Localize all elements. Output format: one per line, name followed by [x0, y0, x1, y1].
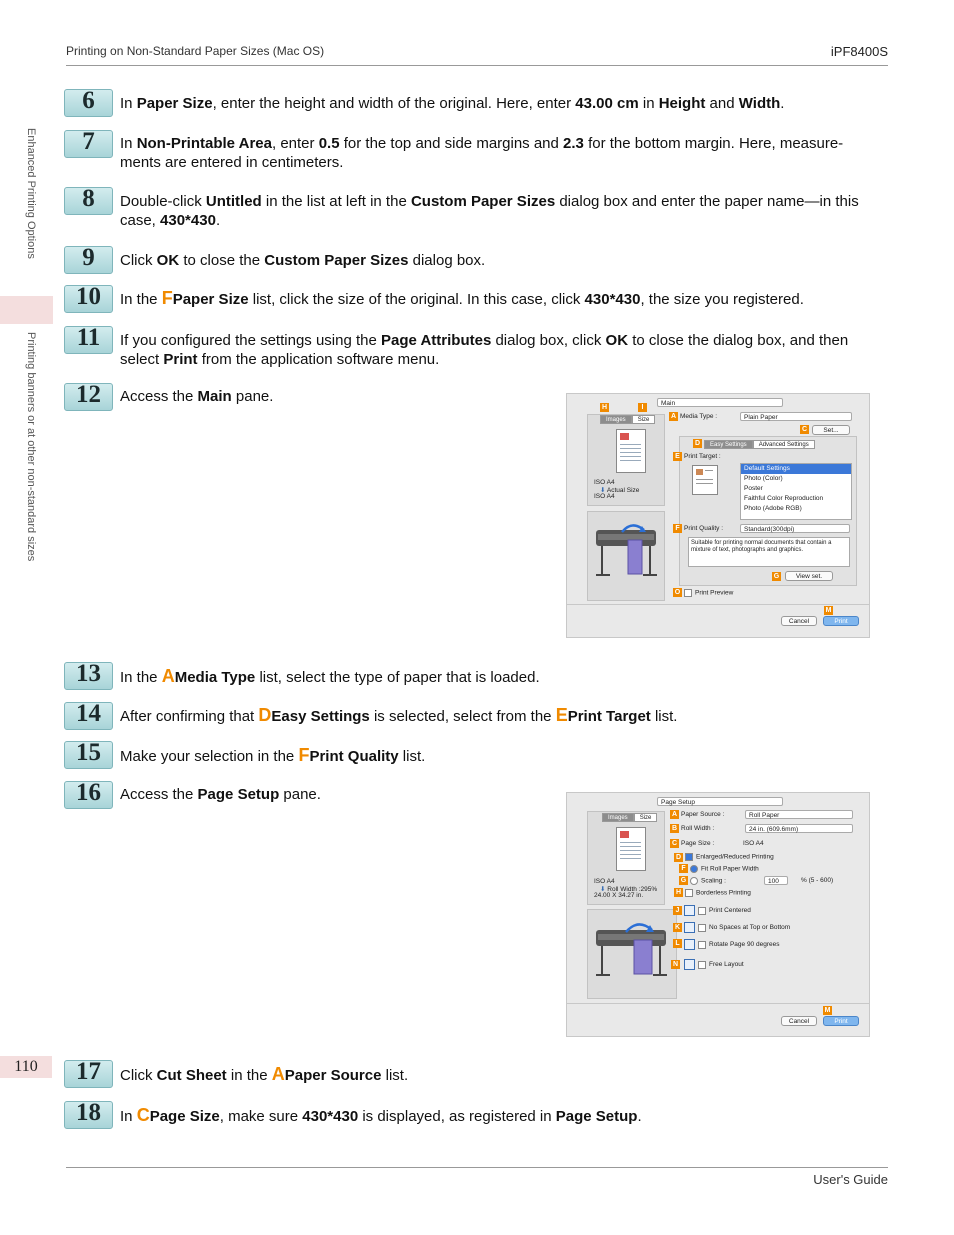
- step-12-text: Access the Main pane.: [120, 388, 274, 405]
- printer-icon: [588, 910, 676, 998]
- marker-b: B: [671, 825, 678, 832]
- page-size-value: ISO A4: [743, 840, 764, 847]
- marker-c: C: [801, 426, 808, 433]
- print-button[interactable]: Print: [823, 616, 859, 626]
- print-quality-select[interactable]: Standard(300dpi): [740, 524, 850, 533]
- marker-d: D: [694, 440, 701, 447]
- no-spaces-checkbox[interactable]: No Spaces at Top or Bottom: [684, 922, 790, 933]
- step-15-text: Make your selection in the FPrint Quality list.: [120, 745, 426, 765]
- scaling-radio[interactable]: Scaling :: [690, 877, 726, 885]
- tab-images[interactable]: Images: [600, 415, 632, 424]
- tab-advanced-settings[interactable]: Advanced Settings: [753, 440, 815, 449]
- marker-g: G: [680, 877, 687, 884]
- thumb-info-scale: ⬇ Actual Size: [600, 487, 640, 494]
- print-target-item[interactable]: Default Settings: [741, 464, 851, 474]
- marker-f: F: [673, 524, 682, 533]
- free-layout-icon: [684, 959, 695, 970]
- marker-l: L: [673, 939, 682, 948]
- marker-h: H: [675, 889, 682, 896]
- scaling-input[interactable]: 100: [764, 876, 788, 885]
- ref-letter-d: D: [258, 705, 272, 725]
- cancel-button[interactable]: Cancel: [781, 616, 817, 626]
- step-6-text: In Paper Size, enter the height and width of the original. Here, enter 43.00 cm in Height and Width.: [120, 95, 785, 112]
- step-badge: 6: [64, 89, 113, 117]
- step-badge: 11: [64, 326, 113, 354]
- button-bar-divider: [567, 604, 869, 605]
- mode-tabs[interactable]: [704, 440, 815, 449]
- step-11-text: If you configured the settings using the Page Attributes dialog box, click OK to close the dialog box, and then select Print from the application software menu.: [120, 332, 849, 368]
- step-14-text: After confirming that DEasy Settings is selected, select from the EPrint Target list.: [120, 705, 678, 725]
- header-title: Printing on Non-Standard Paper Sizes (Mac OS): [66, 44, 325, 58]
- step-badge: 18: [64, 1101, 113, 1129]
- marker-k: K: [674, 924, 681, 931]
- media-type-label: Media Type :: [680, 413, 718, 420]
- marker-d: D: [675, 854, 682, 861]
- marker-m: M: [824, 1007, 831, 1014]
- print-target-list[interactable]: [740, 463, 852, 520]
- enlarged-reduced-checkbox[interactable]: Enlarged/Reduced Printing: [685, 853, 774, 861]
- cancel-button[interactable]: Cancel: [781, 1016, 817, 1026]
- thumb-info-output: ISO A4: [594, 493, 615, 500]
- tab-size[interactable]: Size: [632, 415, 656, 424]
- preview-tabs[interactable]: [600, 415, 655, 424]
- step-badge: 12: [64, 383, 113, 411]
- page-size-label: Page Size :: [681, 840, 715, 847]
- page-thumbnail: [616, 429, 646, 473]
- step-9-text: Click OK to close the Custom Paper Sizes dialog box.: [120, 252, 486, 269]
- paper-source-select[interactable]: Roll Paper: [745, 810, 853, 819]
- footer-rule: [66, 1167, 888, 1168]
- ref-letter-f: F: [298, 745, 310, 765]
- scaling-range: % (5 - 600): [801, 877, 834, 884]
- preview-tabs[interactable]: [602, 813, 657, 822]
- step-badge: 16: [64, 781, 113, 809]
- step-13-text: In the AMedia Type list, select the type of paper that is loaded.: [120, 666, 540, 686]
- step-badge: 15: [64, 741, 113, 769]
- fit-roll-radio[interactable]: Fit Roll Paper Width: [690, 865, 759, 873]
- marker-h: H: [601, 404, 608, 411]
- sidebar-subsection: Printing banners or at other non-standard sizes: [25, 332, 37, 562]
- header-model: iPF8400S: [830, 44, 888, 59]
- print-target-label: Print Target :: [684, 453, 721, 460]
- thumb-info-output: 24.00 X 34.27 in.: [594, 892, 644, 899]
- marker-c: C: [671, 840, 678, 847]
- step-18-text: In CPage Size, make sure 430*430 is displayed, as registered in Page Setup.: [120, 1105, 642, 1125]
- print-centered-icon: [684, 905, 695, 916]
- roll-width-select[interactable]: 24 in. (609.6mm): [745, 824, 853, 833]
- step-10-text: In the FPaper Size list, click the size of the original. In this case, click 430*430, the size you registered.: [120, 288, 804, 308]
- main-pane-screenshot: [566, 393, 870, 638]
- set-button[interactable]: Set...: [812, 425, 850, 435]
- step-8-text: Double-click Untitled in the list at left in the Custom Paper Sizes dialog box and enter the paper name—in this case, 430*430.: [120, 193, 859, 229]
- footer-title: User's Guide: [813, 1172, 888, 1187]
- sidebar-tab-marker: [0, 296, 53, 324]
- marker-i: I: [638, 403, 647, 412]
- print-button[interactable]: Print: [823, 1016, 859, 1026]
- preview-panel: [587, 414, 665, 506]
- print-target-thumbnail: [692, 465, 718, 495]
- marker-a: A: [670, 413, 677, 420]
- pane-select[interactable]: Main: [657, 398, 783, 407]
- tab-size[interactable]: Size: [634, 813, 658, 822]
- page-thumbnail: [616, 827, 646, 871]
- marker-a: A: [671, 811, 678, 818]
- print-target-item[interactable]: Photo (Color): [744, 475, 783, 482]
- free-layout-checkbox[interactable]: Free Layout: [684, 959, 744, 970]
- print-target-item[interactable]: Poster: [744, 485, 763, 492]
- marker-j: J: [673, 906, 682, 915]
- print-target-item[interactable]: Photo (Adobe RGB): [744, 505, 802, 512]
- button-bar-divider: [567, 1003, 869, 1004]
- printer-image-panel: [587, 909, 677, 999]
- header-rule: [66, 65, 888, 66]
- print-target-item[interactable]: Faithful Color Reproduction: [744, 495, 824, 502]
- print-quality-label: Print Quality :: [684, 525, 724, 532]
- sidebar-section: Enhanced Printing Options: [25, 128, 37, 259]
- step-badge: 7: [64, 130, 113, 158]
- step-badge: 8: [64, 187, 113, 215]
- printer-icon: [588, 512, 664, 600]
- step-17-text: Click Cut Sheet in the APaper Source list.: [120, 1064, 409, 1084]
- step-16-text: Access the Page Setup pane.: [120, 786, 321, 803]
- tab-images[interactable]: Images: [602, 813, 634, 822]
- marker-e: E: [673, 452, 682, 461]
- marker-f: F: [679, 864, 688, 873]
- printer-image-panel: [587, 511, 665, 601]
- step-badge: 10: [64, 285, 113, 313]
- rotate-page-checkbox[interactable]: Rotate Page 90 degrees: [684, 939, 779, 950]
- no-spaces-icon: [684, 922, 695, 933]
- roll-width-label: Roll Width :: [681, 825, 715, 832]
- marker-n: N: [672, 961, 679, 968]
- marker-g: G: [773, 573, 780, 580]
- media-type-select[interactable]: Plain Paper: [740, 412, 852, 421]
- step-7-text: In Non-Printable Area, enter 0.5 for the top and side margins and 2.3 for the bottom margin. Here, measure-ments are entered in centimeters.: [120, 135, 844, 171]
- paper-source-label: Paper Source :: [681, 811, 725, 818]
- page-number: 110: [0, 1056, 52, 1078]
- thumb-info-scale: ⬇ Roll Width :295%: [600, 886, 658, 893]
- ref-letter-a: A: [161, 666, 175, 686]
- step-badge: 13: [64, 662, 113, 690]
- print-centered-checkbox[interactable]: Print Centered: [684, 905, 751, 916]
- thumb-info-paper: ISO A4: [594, 878, 615, 885]
- ref-letter-e: E: [555, 705, 568, 725]
- ref-letter-a: A: [271, 1064, 285, 1084]
- page-setup-pane-screenshot: [566, 792, 870, 1037]
- marker-m: M: [825, 607, 832, 614]
- marker-o: O: [674, 589, 681, 596]
- preview-panel: [587, 811, 665, 905]
- ref-letter-c: C: [136, 1105, 150, 1125]
- step-badge: 17: [64, 1060, 113, 1088]
- step-badge: 9: [64, 246, 113, 274]
- tab-easy-settings[interactable]: Easy Settings: [704, 440, 753, 449]
- step-badge: 14: [64, 702, 113, 730]
- thumb-info-paper: ISO A4: [594, 479, 615, 486]
- view-set-button[interactable]: View set.: [785, 571, 833, 581]
- borderless-checkbox[interactable]: Borderless Printing: [685, 889, 751, 897]
- ref-letter-f: F: [161, 288, 173, 308]
- print-preview-checkbox[interactable]: Print Preview: [684, 589, 733, 597]
- quality-description: Suitable for printing normal documents that contain a mixture of text, photographs and graphics.: [688, 537, 850, 567]
- rotate-page-icon: [684, 939, 695, 950]
- pane-select[interactable]: Page Setup: [657, 797, 783, 806]
